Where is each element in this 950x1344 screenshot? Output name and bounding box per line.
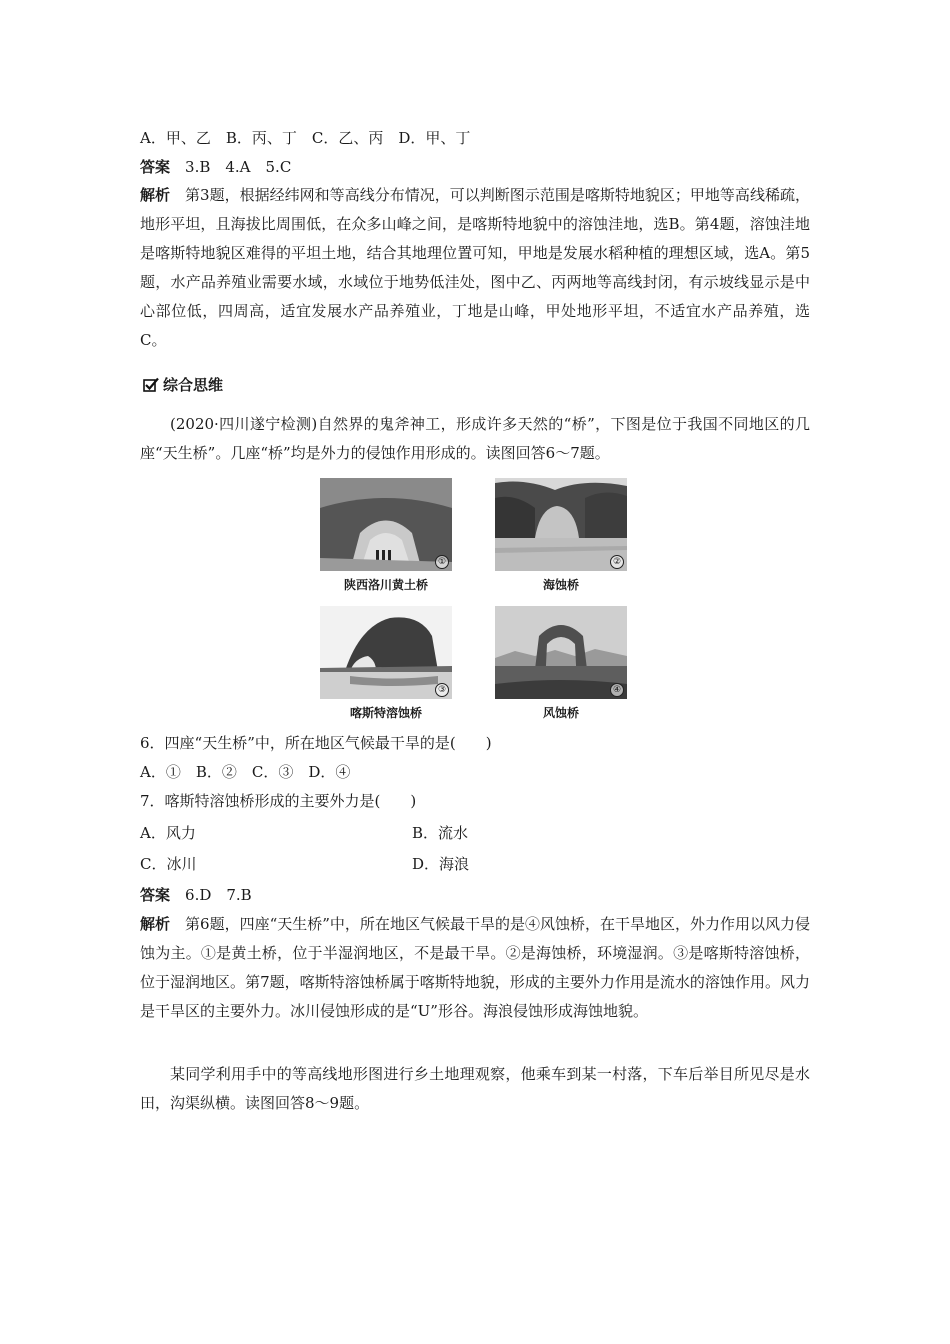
q6-options: A．① B．② C．③ D．④ [140,763,351,781]
answer-label: 答案 [140,886,171,904]
photo-sea-arch [495,478,627,571]
photo-caption: 海蚀桥 [542,578,579,592]
analysis-3-5 [140,181,810,355]
analysis-text: 第3题，根据经纬网和等高线分布情况，可以判断图示范围是喀斯特地貌区；甲地等高线稀疏，地形平坦，且海拔比周围低，在众多山峰之间，是喀斯特地貌中的溶蚀洼地，选B。第4题，溶蚀洼地是喀斯特地貌区难得的平坦土地，结合其地理位置可知，甲地是发展水稻种植的理想区域，选A。第5题，水产品养殖业需要水域，水域位于地势低洼处，图中乙、丙两地等高线封闭，有示坡线显示是中心部位低，四周高，适宜发展水产品养殖业，丁地是山峰，甲处地形平坦，不适宜水产品养殖，选C。 [140,186,810,349]
section-heading [143,374,223,395]
q7-option-d: D．海浪 [412,855,470,873]
answer-6-7 [140,885,252,905]
q7-option-b: B．流水 [412,824,469,842]
q6-stem: 6．四座“天生桥”中，所在地区气候最干旱的是( ) [140,734,492,752]
photo-caption: 陕西洛川黄土桥 [343,578,428,592]
photo-number: ① [435,555,449,569]
photo-wind-arch [495,606,627,699]
analysis-6-7 [140,910,810,1026]
photo-karst-bridge [320,606,452,699]
photo-caption: 风蚀桥 [542,706,579,720]
q7-option-c: C．冰川 [140,855,197,873]
answer-text: 3.B 4.A 5.C [185,158,292,176]
analysis-text: 第6题，四座“天生桥”中，所在地区气候最干旱的是④风蚀桥，在干旱地区，外力作用以风力侵蚀为主。①是黄土桥，位于半湿润地区，不是最干旱。②是海蚀桥，环境湿润。③是喀斯特溶蚀桥，位于湿润地区。第7题，喀斯特溶蚀桥属于喀斯特地貌，形成的主要外力作用是流水的溶蚀作用。风力是干旱区的主要外力。冰川侵蚀形成的是“U”形谷。海浪侵蚀形成海蚀地貌。 [140,915,810,1020]
q5-options: A．甲、乙 B．丙、丁 C．乙、丙 D．甲、丁 [140,129,471,147]
photo-number: ③ [435,683,449,697]
q7-option-a: A．风力 [140,824,196,842]
photo-number: ② [610,555,624,569]
intro-8-9: 某同学利用手中的等高线地形图进行乡土地理观察，他乘车到某一村落，下车后举目所见尽是水田，沟渠纵横。读图回答8～9题。 [140,1065,810,1112]
answer-text: 6.D 7.B [185,886,252,904]
intro-6-7: (2020·四川遂宁检测)自然界的鬼斧神工，形成许多天然的“桥”，下图是位于我国不同地区的几座“天生桥”。几座“桥”均是外力的侵蚀作用形成的。读图回答6～7题。 [140,415,810,462]
photo-number: ④ [610,683,624,697]
photo-caption: 喀斯特溶蚀桥 [349,706,422,720]
q7-stem: 7．喀斯特溶蚀桥形成的主要外力是( ) [140,792,417,810]
section-title: 综合思维 [163,376,224,394]
checkbox-checked-icon [143,377,159,393]
answer-3-5 [140,157,291,177]
answer-label: 答案 [140,158,171,176]
photo-loess-bridge [320,478,452,571]
analysis-label: 解析 [140,915,171,933]
analysis-label: 解析 [140,186,171,204]
